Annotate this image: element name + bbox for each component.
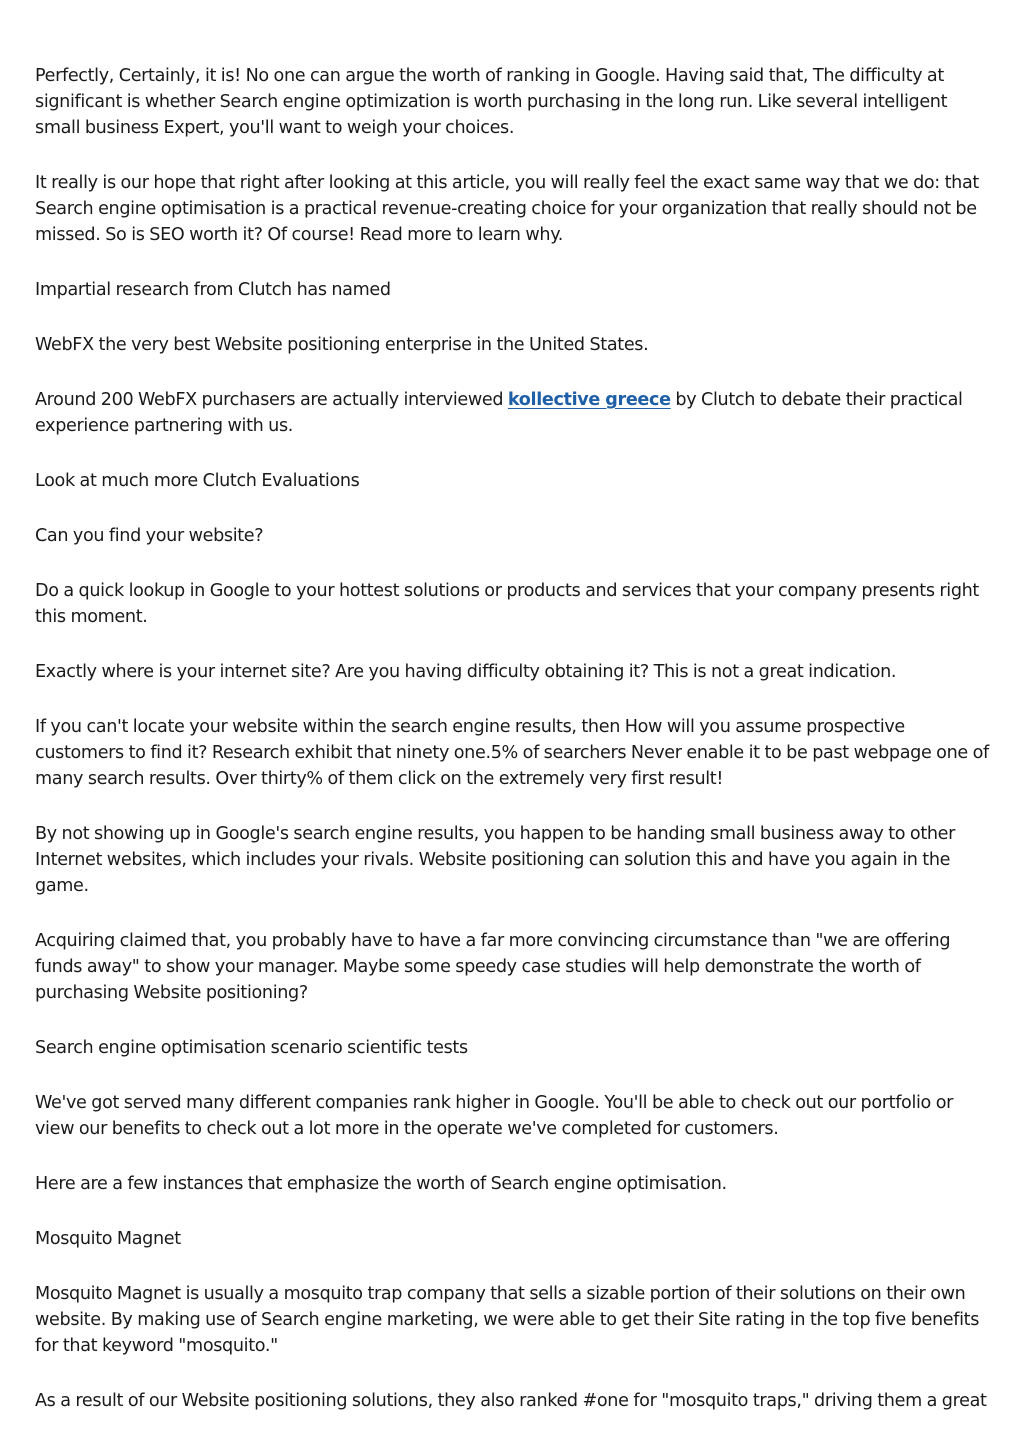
paragraph-1: Perfectly, Certainly, it is! No one can argue the worth of ranking in Google. Having said that, The difficulty at significant is whether Search engine optimization is worth purchasing in the long run. Like several intelligent small business Expert, you'll want to weigh your choices. xyxy=(35,66,948,138)
paragraph-17: Mosquito Magnet is usually a mosquito trap company that sells a sizable portion of their solutions on their own website. By making use of Search engine marketing, we were able to get their Site rating in the top five benefits for that keyword "mosquito." xyxy=(35,1284,980,1356)
paragraph-10: If you can't locate your website within the search engine results, then How will you assume prospective customers to find it? Research exhibit that ninety one.5% of searchers Never enable it to be past webpage one of many search results. Over thirty% of them click on the extremely very first result! xyxy=(35,717,989,789)
paragraph-8: Do a quick lookup in Google to your hottest solutions or products and services that your company presents right this moment. xyxy=(35,581,979,627)
kollective-greece-link[interactable]: kollective greece xyxy=(507,390,671,410)
paragraph-5-text-before: Around 200 WebFX purchasers are actually interviewed xyxy=(35,390,508,410)
paragraph-14: We've got served many different companies rank higher in Google. You'll be able to check out our portfolio or view our benefits to check out a lot more in the operate we've completed for customers. xyxy=(35,1093,953,1139)
paragraph-16: Mosquito Magnet xyxy=(35,1229,181,1249)
paragraph-13: Search engine optimisation scenario scientific tests xyxy=(35,1038,468,1058)
paragraph-5-text-after: by Clutch to debate their practical experience partnering with us. xyxy=(35,390,963,436)
paragraph-7: Can you find your website? xyxy=(35,526,264,546)
paragraph-9: Exactly where is your internet site? Are you having difficulty obtaining it? This is not a great indication. xyxy=(35,662,897,682)
paragraph-12: Acquiring claimed that, you probably have to have a far more convincing circumstance than "we are offering funds away" to show your manager. Maybe some speedy case studies will help demonstrate the worth of purchasing Website positioning? xyxy=(35,931,951,1003)
paragraph-3: Impartial research from Clutch has named xyxy=(35,280,391,300)
paragraph-2: It really is our hope that right after looking at this article, you will really feel the exact same way that we do: that Search engine optimisation is a practical revenue-creating choice for your organization that really should not be missed. So is SEO worth it? Of course! Read more to learn why. xyxy=(35,173,979,245)
paragraph-11: By not showing up in Google's search engine results, you happen to be handing small business away to other Internet websites, which includes your rivals. Website positioning can solution this and have you again in the game. xyxy=(35,824,956,896)
document-body xyxy=(35,63,993,1443)
paragraph-5 xyxy=(35,387,993,439)
paragraph-18: As a result of our Website positioning solutions, they also ranked #one for "mosquito traps," driving them a great xyxy=(35,1391,987,1411)
paragraph-15: Here are a few instances that emphasize the worth of Search engine optimisation. xyxy=(35,1174,727,1194)
paragraph-6: Look at much more Clutch Evaluations xyxy=(35,471,360,491)
paragraph-4: WebFX the very best Website positioning enterprise in the United States. xyxy=(35,335,649,355)
